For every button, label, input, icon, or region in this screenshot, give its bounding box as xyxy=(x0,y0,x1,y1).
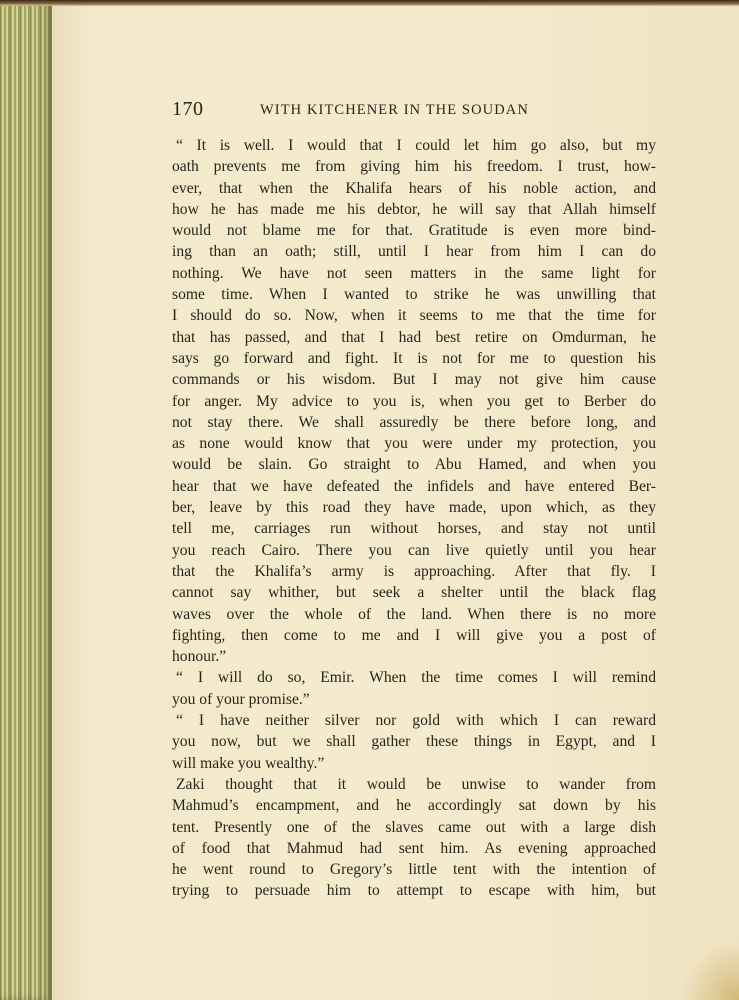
text-line: would not blame me for that. Gratitude is even more bind- xyxy=(172,222,656,240)
text-line: how he has made me his debtor, he will say that Allah himself xyxy=(172,200,656,218)
text-line: some time. When I wanted to strike he was unwilling that xyxy=(172,286,656,304)
text-line: “ I will do so, Emir. When the time comes I will remind xyxy=(176,669,656,687)
text-line: for anger. My advice to you is, when you get to Berber do xyxy=(172,392,656,410)
page-corner-stain xyxy=(679,940,739,1000)
text-line: waves over the whole of the land. When there is no more xyxy=(172,605,656,623)
text-line: says go forward and fight. It is not for me to question his xyxy=(172,349,656,367)
text-line: hear that we have defeated the infidels and have entered Ber- xyxy=(172,477,656,495)
text-line: that has passed, and that I had best retire on Omdurman, he xyxy=(172,328,656,346)
text-line: “ I have neither silver nor gold with which I can reward xyxy=(176,712,656,730)
text-line: oath prevents me from giving him his freedom. I trust, how- xyxy=(172,158,656,176)
page-top-edge xyxy=(0,0,739,6)
text-line: ing than an oath; still, until I hear from him I can do xyxy=(172,243,656,261)
text-line: tell me, carriages run without horses, and stay not until xyxy=(172,520,656,538)
text-line: tent. Presently one of the slaves came out with a large dish xyxy=(172,818,656,836)
text-line: Zaki thought that it would be unwise to wander from xyxy=(176,775,656,793)
text-line: that the Khalifa’s army is approaching. After that fly. I xyxy=(172,562,656,580)
text-line: trying to persuade him to attempt to escape with him, but xyxy=(172,882,656,900)
text-line: “ It is well. I would that I could let him go also, but my xyxy=(176,137,656,154)
text-line: not stay there. We shall assuredly be there before long, and xyxy=(172,413,656,431)
text-line: ber, leave by this road they have made, upon which, as they xyxy=(172,499,656,517)
text-line: will make you wealthy.” xyxy=(172,754,325,772)
text-line: nothing. We have not seen matters in the same light for xyxy=(172,264,656,282)
text-line: would be slain. Go straight to Abu Hamed, and when you xyxy=(172,456,656,474)
running-head: WITH KITCHENER IN THE SOUDAN xyxy=(260,102,529,118)
text-line: cannot say whither, but seek a shelter until the black flag xyxy=(172,584,656,602)
text-line: commands or his wisdom. But I may not give him cause xyxy=(172,371,656,389)
text-line: you of your promise.” xyxy=(172,690,310,708)
text-line: he went round to Gregory’s little tent with the intention of xyxy=(172,861,656,879)
text-line: Mahmud’s encampment, and he accordingly sat down by his xyxy=(172,797,656,815)
body-text xyxy=(172,135,656,902)
text-line: I should do so. Now, when it seems to me that the time for xyxy=(172,307,656,325)
page-header xyxy=(172,98,658,126)
text-line: as none would know that you were under my protection, you xyxy=(172,435,656,453)
text-line: fighting, then come to me and I will give you a post of xyxy=(172,626,656,644)
page-number: 170 xyxy=(172,98,204,120)
book-spine-page-edges xyxy=(0,0,52,1000)
text-line: of food that Mahmud had sent him. As evening approached xyxy=(172,839,656,857)
text-line: you reach Cairo. There you can live quietly until you hear xyxy=(172,541,656,559)
text-line: ever, that when the Khalifa hears of his noble action, and xyxy=(172,179,656,197)
text-line: you now, but we shall gather these things in Egypt, and I xyxy=(172,733,656,751)
text-line: honour.” xyxy=(172,648,227,666)
